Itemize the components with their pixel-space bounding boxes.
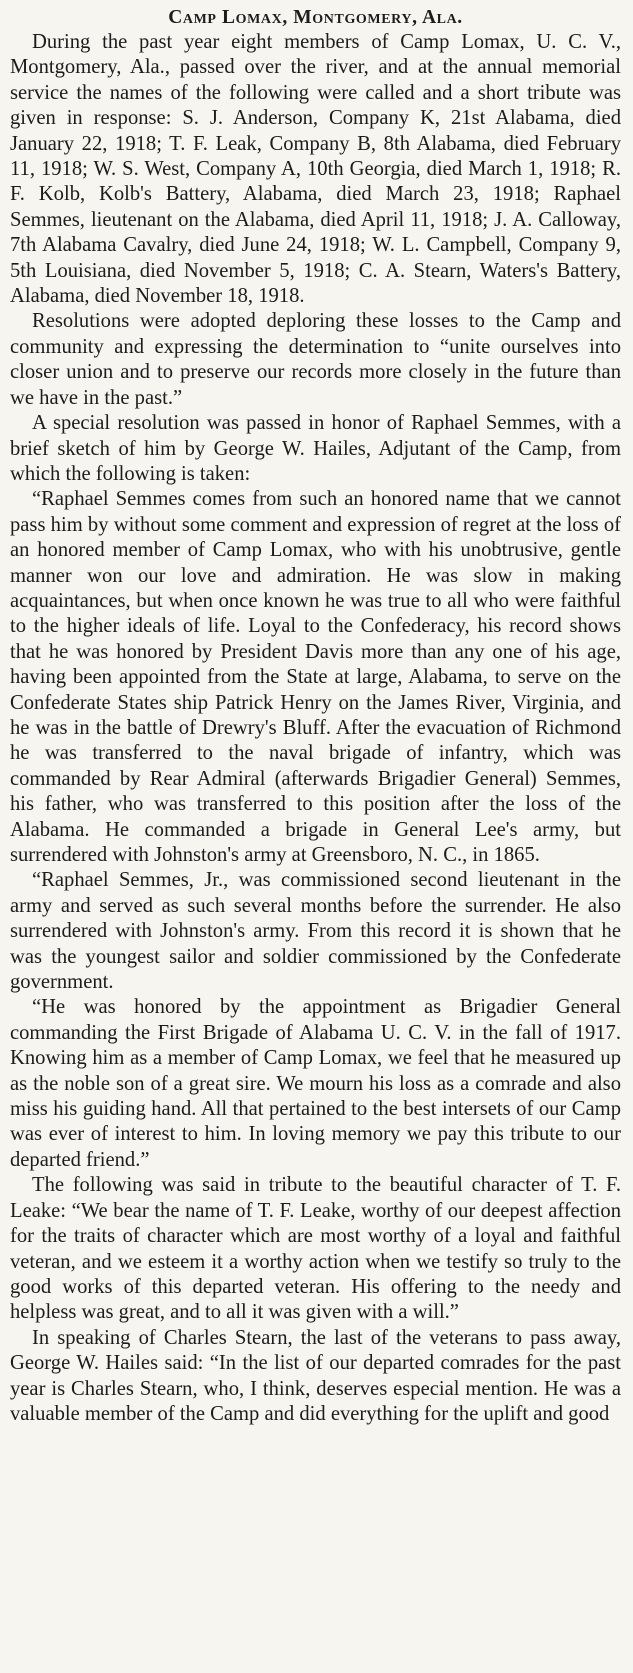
paragraph-members-deceased: During the past year eight members of Camp Lomax, U. C. V., Montgomery, Ala., passed over the river, and at the annual memorial service the names of the following were called and a short tribute was given in response: S. J. Anderson, Company K, 21st Alabama, died January 22, 1918; T. F. Leak, Company B, 8th Alabama, died February 11, 1918; W. S. West, Company A, 10th Georgia, died March 1, 1918; R. F. Kolb, Kolb's Battery, Alabama, died March 23, 1918; Raphael Semmes, lieutenant on the Alabama, died April 11, 1918; J. A. Calloway, 7th Alabama Cavalry, died June 24, 1918; W. L. Campbell, Company 9, 5th Louisiana, died November 5, 1918; C. A. Stearn, Waters's Battery, Alabama, died November 18, 1918. (10, 31, 621, 308)
paragraph-stearn: In speaking of Charles Stearn, the last of the veterans to pass away, George W. Hailes said: “In the list of our departed comrades for the past year is Charles Stearn, who, I think, deserves especial mention. He was a valuable member of the Camp and did everything for the uplift and good (10, 1326, 621, 1425)
paragraph-resolutions: Resolutions were adopted deploring these losses to the Camp and community and expressing the determination to “unite ourselves into closer union and to preserve our records more closely in the future than we have in the past.” (10, 310, 621, 409)
paragraph-special-resolution: A special resolution was passed in honor of Raphael Semmes, with a brief sketch of him by George W. Hailes, Adjutant of the Camp, from which the following is taken: (10, 412, 621, 485)
paragraph-semmes-jr: “Raphael Semmes, Jr., was commissioned second lieutenant in the army and served as such several months before the surrender. He also surrendered with Johnston's army. From this record it is shown that he was the youngest sailor and soldier commissioned by the Confederate government. (10, 869, 621, 994)
paragraph-brigadier-general: “He was honored by the appointment as Brigadier General commanding the First Brigade of Alabama U. C. V. in the fall of 1917. Knowing him as a member of Camp Lomax, we feel that he measured up as the noble son of a great sire. We mourn his loss as a comrade and also miss his guiding hand. All that pertained to the best intersets of our Camp was ever of interest to him. In loving memory we pay this tribute to our departed friend.” (10, 996, 621, 1171)
section-heading: Camp Lomax, Montgomery, Ala. (168, 7, 463, 28)
paragraph-semmes-tribute: “Raphael Semmes comes from such an honored name that we cannot pass him by without some comment and expression of regret at the loss of an honored member of Camp Lomax, who with his unobtrusive, gentle manner won our love and admiration. He was slow in making acquaintances, but when once known he was true to all who were faithful to the higher ideals of life. Loyal to the Confederacy, his record shows that he was honored by President Davis more than any one of his age, having been appointed from the State at large, Alabama, to serve on the Confederate States ship Patrick Henry on the James River, Virginia, and he was in the battle of Drewry's Bluff. After the evacuation of Richmond he was transferred to the naval brigade of infantry, which was commanded by Rear Admiral (afterwards Brigadier General) Semmes, his father, who was transferred to this position after the loss of the Alabama. He commanded a brigade in General Lee's army, but surrendered with Johnston's army at Greensboro, N. C., in 1865. (10, 488, 621, 866)
paragraph-leake-tribute: The following was said in tribute to the beautiful character of T. F. Leake: “We bear the name of T. F. Leake, worthy of our deepest affection for the traits of character which are most worthy of a loyal and faithful veteran, and we esteem it a worthy action when we testify so truly to the good works of this departed veteran. His offering to the needy and helpless was great, and to all it was given with a will.” (10, 1174, 621, 1324)
